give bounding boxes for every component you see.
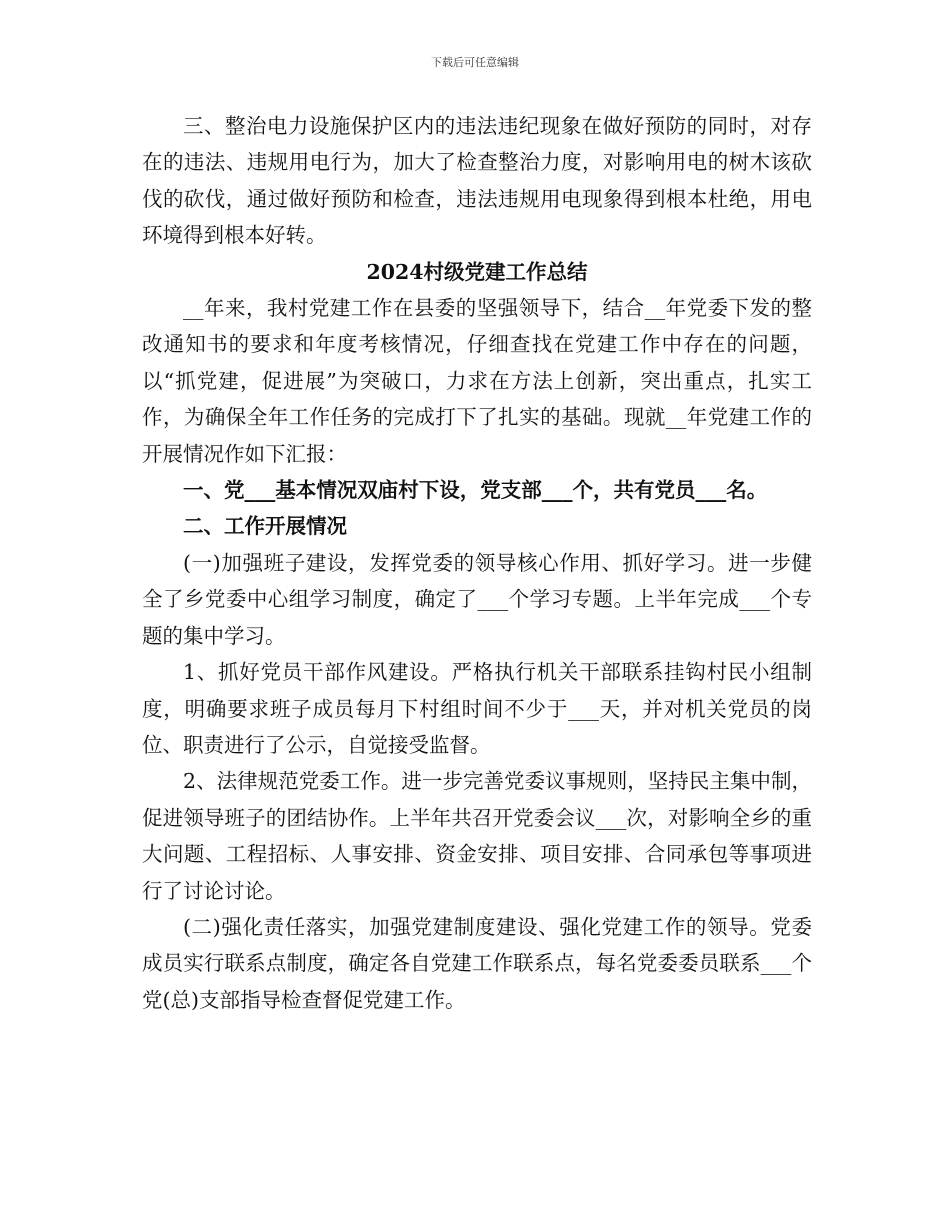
document-title: 2024村级党建工作总结 <box>366 259 588 284</box>
document-body <box>142 108 812 1018</box>
page-header: 下载后可任意编辑 <box>431 56 519 69</box>
paragraph-previous-section: 三、整治电力设施保护区内的违法违纪现象在做好预防的同时，对存在的违法、违规用电行为，加大了检查整治力度，对影响用电的树木该砍伐的砍伐，通过做好预防和检查，违法违规用电现象得到根本杜绝，用电环境得到根本好转。 <box>142 114 812 248</box>
paragraph-subsection-1: (一)加强班子建设，发挥党委的领导核心作用、抓好学习。进一步健全了乡党委中心组学习制度，确定了___个学习专题。上半年完成___个专题的集中学习。 <box>142 550 812 648</box>
paragraph-subsection-2: (二)强化责任落实，加强党建制度建设、强化党建工作的领导。党委成员实行联系点制度，确定各自党建工作联系点，每名党委委员联系___个党(总)支部指导检查督促党建工作。 <box>142 914 812 1012</box>
paragraph-item-2: 2、法律规范党委工作。进一步完善党委议事规则，坚持民主集中制，促进领导班子的团结协作。上半年共召开党委会议___次，对影响全乡的重大问题、工程招标、人事安排、资金安排、项目安排、合同承包等事项进行了讨论讨论。 <box>142 769 812 903</box>
section-heading-work: 二、工作开展情况 <box>183 514 347 539</box>
paragraph-intro: __年来，我村党建工作在县委的坚强领导下，结合__年党委下发的整改通知书的要求和年度考核情况，仔细查找在党建工作中存在的问题，以“抓党建，促进展”为突破口，力求在方法上创新，突出重点，扎实工作，为确保全年工作任务的完成打下了扎实的基础。现就__年党建工作的开展情况作如下汇报： <box>142 296 812 466</box>
paragraph-item-1: 1、抓好党员干部作风建设。严格执行机关干部联系挂钩村民小组制度，明确要求班子成员每月下村组时间不少于___天，并对机关党员的岗位、职责进行了公示，自觉接受监督。 <box>142 660 812 757</box>
section-heading-basic-info: 一、党___基本情况双庙村下设，党支部___个，共有党员___名。 <box>183 478 768 503</box>
